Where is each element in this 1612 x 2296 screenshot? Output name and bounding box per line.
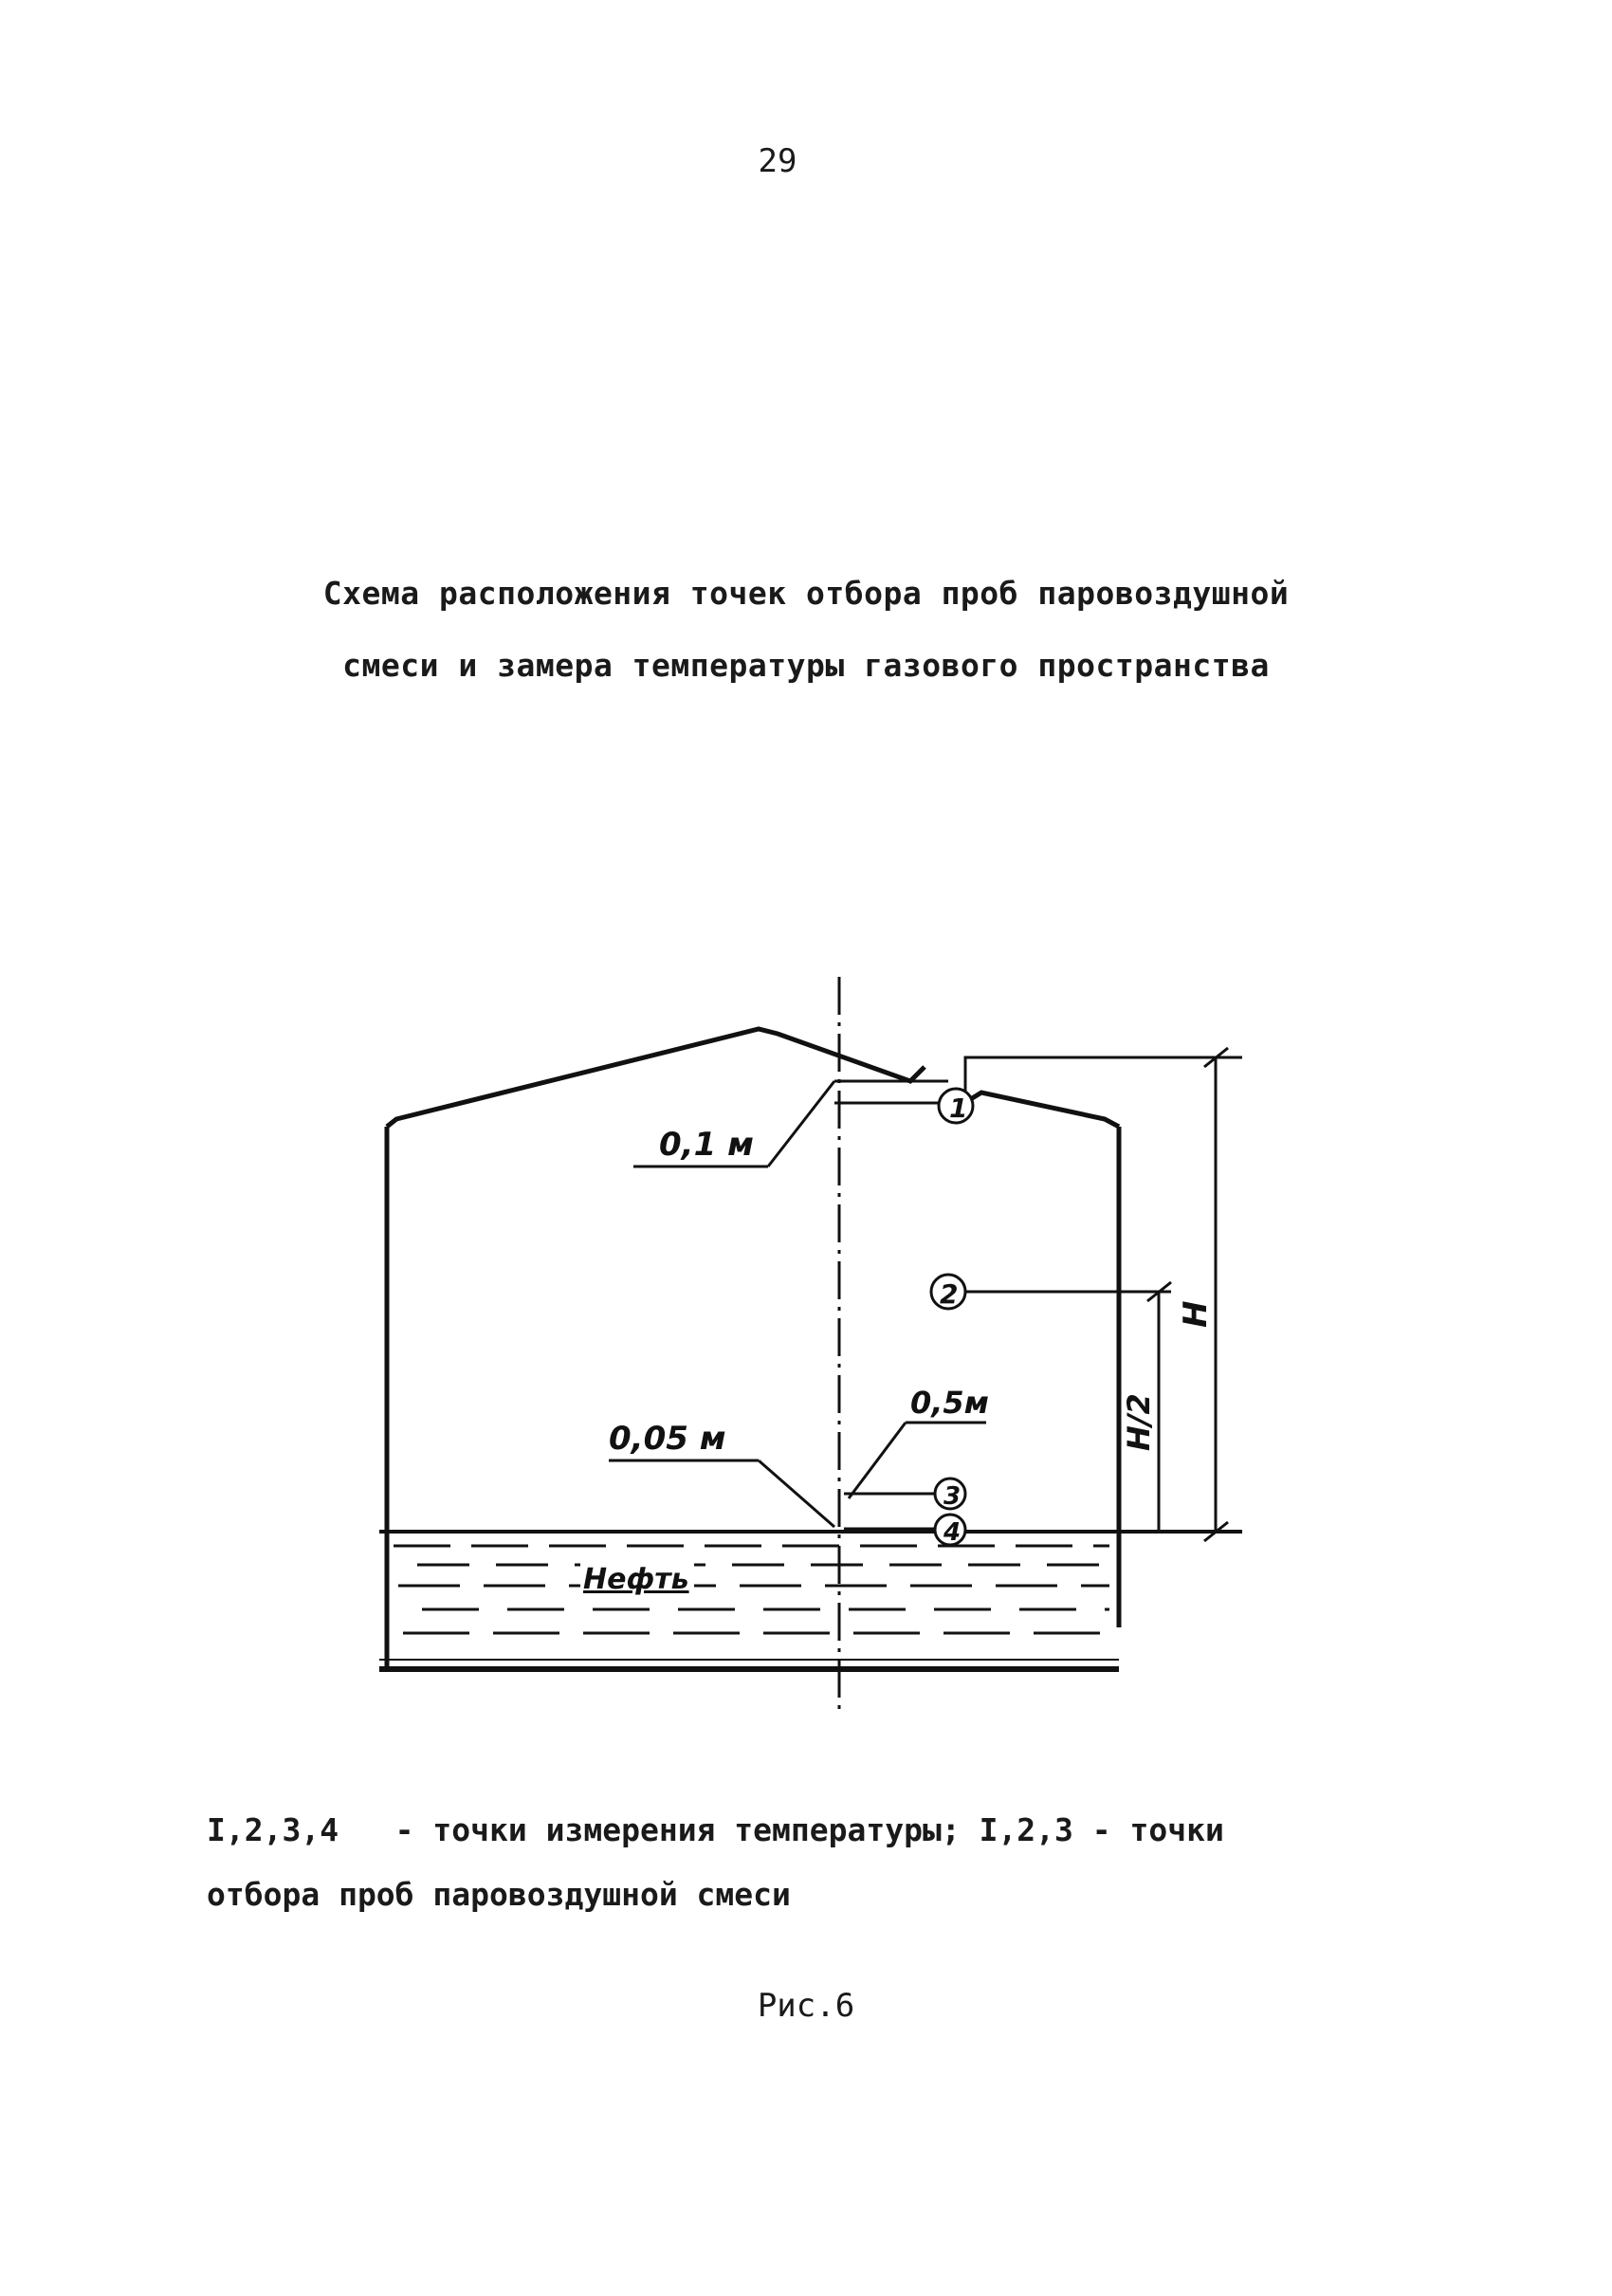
leader-0-1m-diag: [768, 1081, 834, 1166]
figure-caption: Рис.6: [757, 1987, 855, 2025]
label-oil: Нефть: [583, 1563, 689, 1596]
page-number: 29: [758, 142, 797, 180]
point-3-label: 3: [943, 1482, 962, 1511]
tank-roof-right: [969, 1093, 1119, 1127]
point-4-label: 4: [943, 1518, 962, 1547]
liquid-hatching: [394, 1546, 1109, 1633]
legend-line-2: отбора проб паровоздушной смеси: [207, 1876, 791, 1913]
label-0-5m: 0,5м: [910, 1385, 989, 1421]
label-H: Н: [1177, 1300, 1215, 1328]
figure-title-line-2: смеси и замера температуры газового пространства: [342, 647, 1270, 684]
label-H2: Н/2: [1121, 1393, 1157, 1451]
legend-line-1: I,2,3,4 - точки измерения температуры; I,2,3 - точки: [207, 1811, 1224, 1848]
label-0-1m: 0,1 м: [659, 1126, 754, 1164]
roof-nozzle: [965, 1057, 1242, 1093]
point-1-label: 1: [949, 1093, 968, 1124]
figure-title-line-1: Схема расположения точек отбора проб паровоздушной: [322, 575, 1290, 612]
label-0-05m: 0,05 м: [609, 1420, 726, 1458]
point-2-label: 2: [940, 1278, 959, 1310]
leader-0-5m-diag: [849, 1423, 906, 1498]
tank-roof-left: [387, 1029, 925, 1127]
leader-0-05m-diag: [759, 1460, 834, 1527]
